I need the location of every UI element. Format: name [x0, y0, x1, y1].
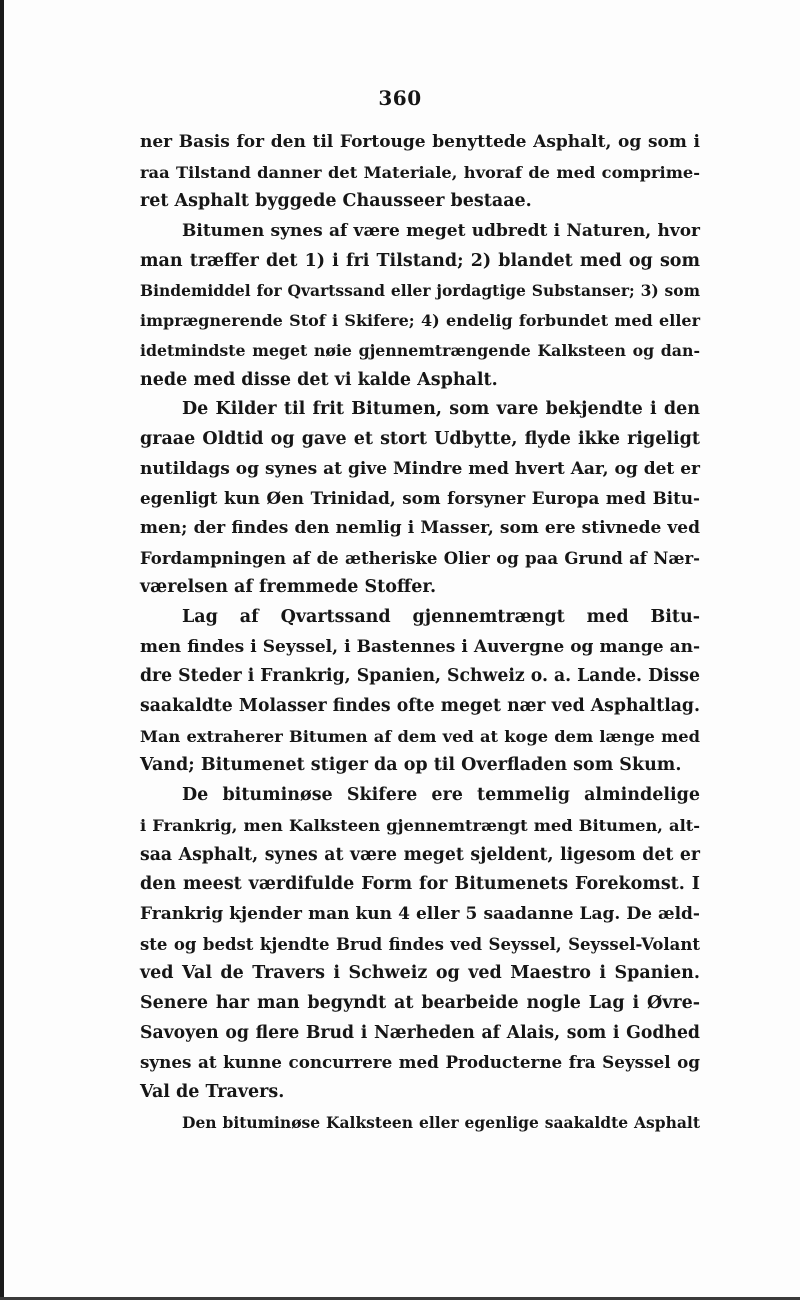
text-line: imprægnerende Stof i Skifere; 4) endelig forbundet med eller [140, 311, 700, 331]
text-line: Fordampningen af de ætheriske Olier og paa Grund af Nær- [140, 548, 700, 568]
text-line: graae Oldtid og gave et stort Udbytte, flyde ikke rigeligt [140, 428, 700, 449]
text-line: man træffer det 1) i fri Tilstand; 2) blandet med og som [140, 250, 700, 271]
text-line: Val de Travers. [140, 1082, 285, 1102]
text-line: nutildags og synes at give Mindre med hvert Aar, og det er [140, 458, 700, 479]
text-line: synes at kunne concurrere med Producterne fra Seyssel og [140, 1052, 700, 1073]
text-line: dre Steder i Frankrig, Spanien, Schweiz o. a. Lande. Disse [140, 666, 700, 687]
text-line: Man extraherer Bitumen af dem ved at koge dem længe med [140, 726, 700, 746]
text-line: saakaldte Molasser findes ofte meget nær ved Asphaltlag. [140, 696, 700, 717]
text-line: Lag af Qvartssand gjennemtrængt med Bitu- [182, 607, 700, 627]
scan-left-edge [0, 0, 4, 1300]
text-line: idetmindste meget nøie gjennemtrængende Kalksteen og dan- [140, 340, 700, 360]
text-line: raa Tilstand danner det Materiale, hvoraf de med comprime- [140, 162, 700, 182]
text-line: De bituminøse Skifere ere temmelig almindelige [182, 785, 700, 806]
text-line: nede med disse det vi kalde Asphalt. [140, 369, 498, 390]
text-line: værelsen af fremmede Stoffer. [140, 577, 437, 598]
text-line: Vand; Bitumenet stiger da op til Overfladen som Skum. [140, 755, 682, 776]
body-text [140, 128, 700, 1137]
text-line: Savoyen og flere Brud i Nærheden af Alais, som i Godhed [140, 1022, 700, 1043]
text-line: ste og bedst kjendte Brud findes ved Seyssel, Seyssel-Volant [140, 934, 700, 954]
text-line: ved Val de Travers i Schweiz og ved Maestro i Spanien. [140, 963, 700, 984]
text-line: ner Basis for den til Fortouge benyttede Asphalt, og som i [140, 132, 700, 152]
text-line: men; der findes den nemlig i Masser, som ere stivnede ved [140, 517, 700, 538]
text-line: den meest værdifulde Form for Bitumenets Forekomst. I [140, 874, 700, 895]
text-line: men findes i Seyssel, i Bastennes i Auvergne og mange an- [140, 636, 700, 657]
text-line: De Kilder til frit Bitumen, som vare bekjendte i den [182, 399, 700, 420]
text-line: ret Asphalt byggede Chausseer bestaae. [140, 191, 532, 212]
text-line: Senere har man begyndt at bearbeide nogle Lag i Øvre- [140, 992, 700, 1013]
text-line: Den bituminøse Kalksteen eller egenlige saakaldte Asphalt [182, 1112, 700, 1132]
text-line: saa Asphalt, synes at være meget sjeldent, ligesom det er [140, 844, 700, 865]
text-line: Bitumen synes af være meget udbredt i Naturen, hvor [182, 221, 700, 242]
text-line: Bindemiddel for Qvartssand eller jordagtige Substanser; 3) som [140, 281, 700, 301]
text-line: egenligt kun Øen Trinidad, som forsyner Europa med Bitu- [140, 488, 700, 509]
page-number: 360 [378, 86, 422, 110]
text-line: Frankrig kjender man kun 4 eller 5 saadanne Lag. De æld- [140, 903, 700, 924]
text-line: i Frankrig, men Kalksteen gjennemtrængt med Bitumen, alt- [140, 815, 700, 835]
